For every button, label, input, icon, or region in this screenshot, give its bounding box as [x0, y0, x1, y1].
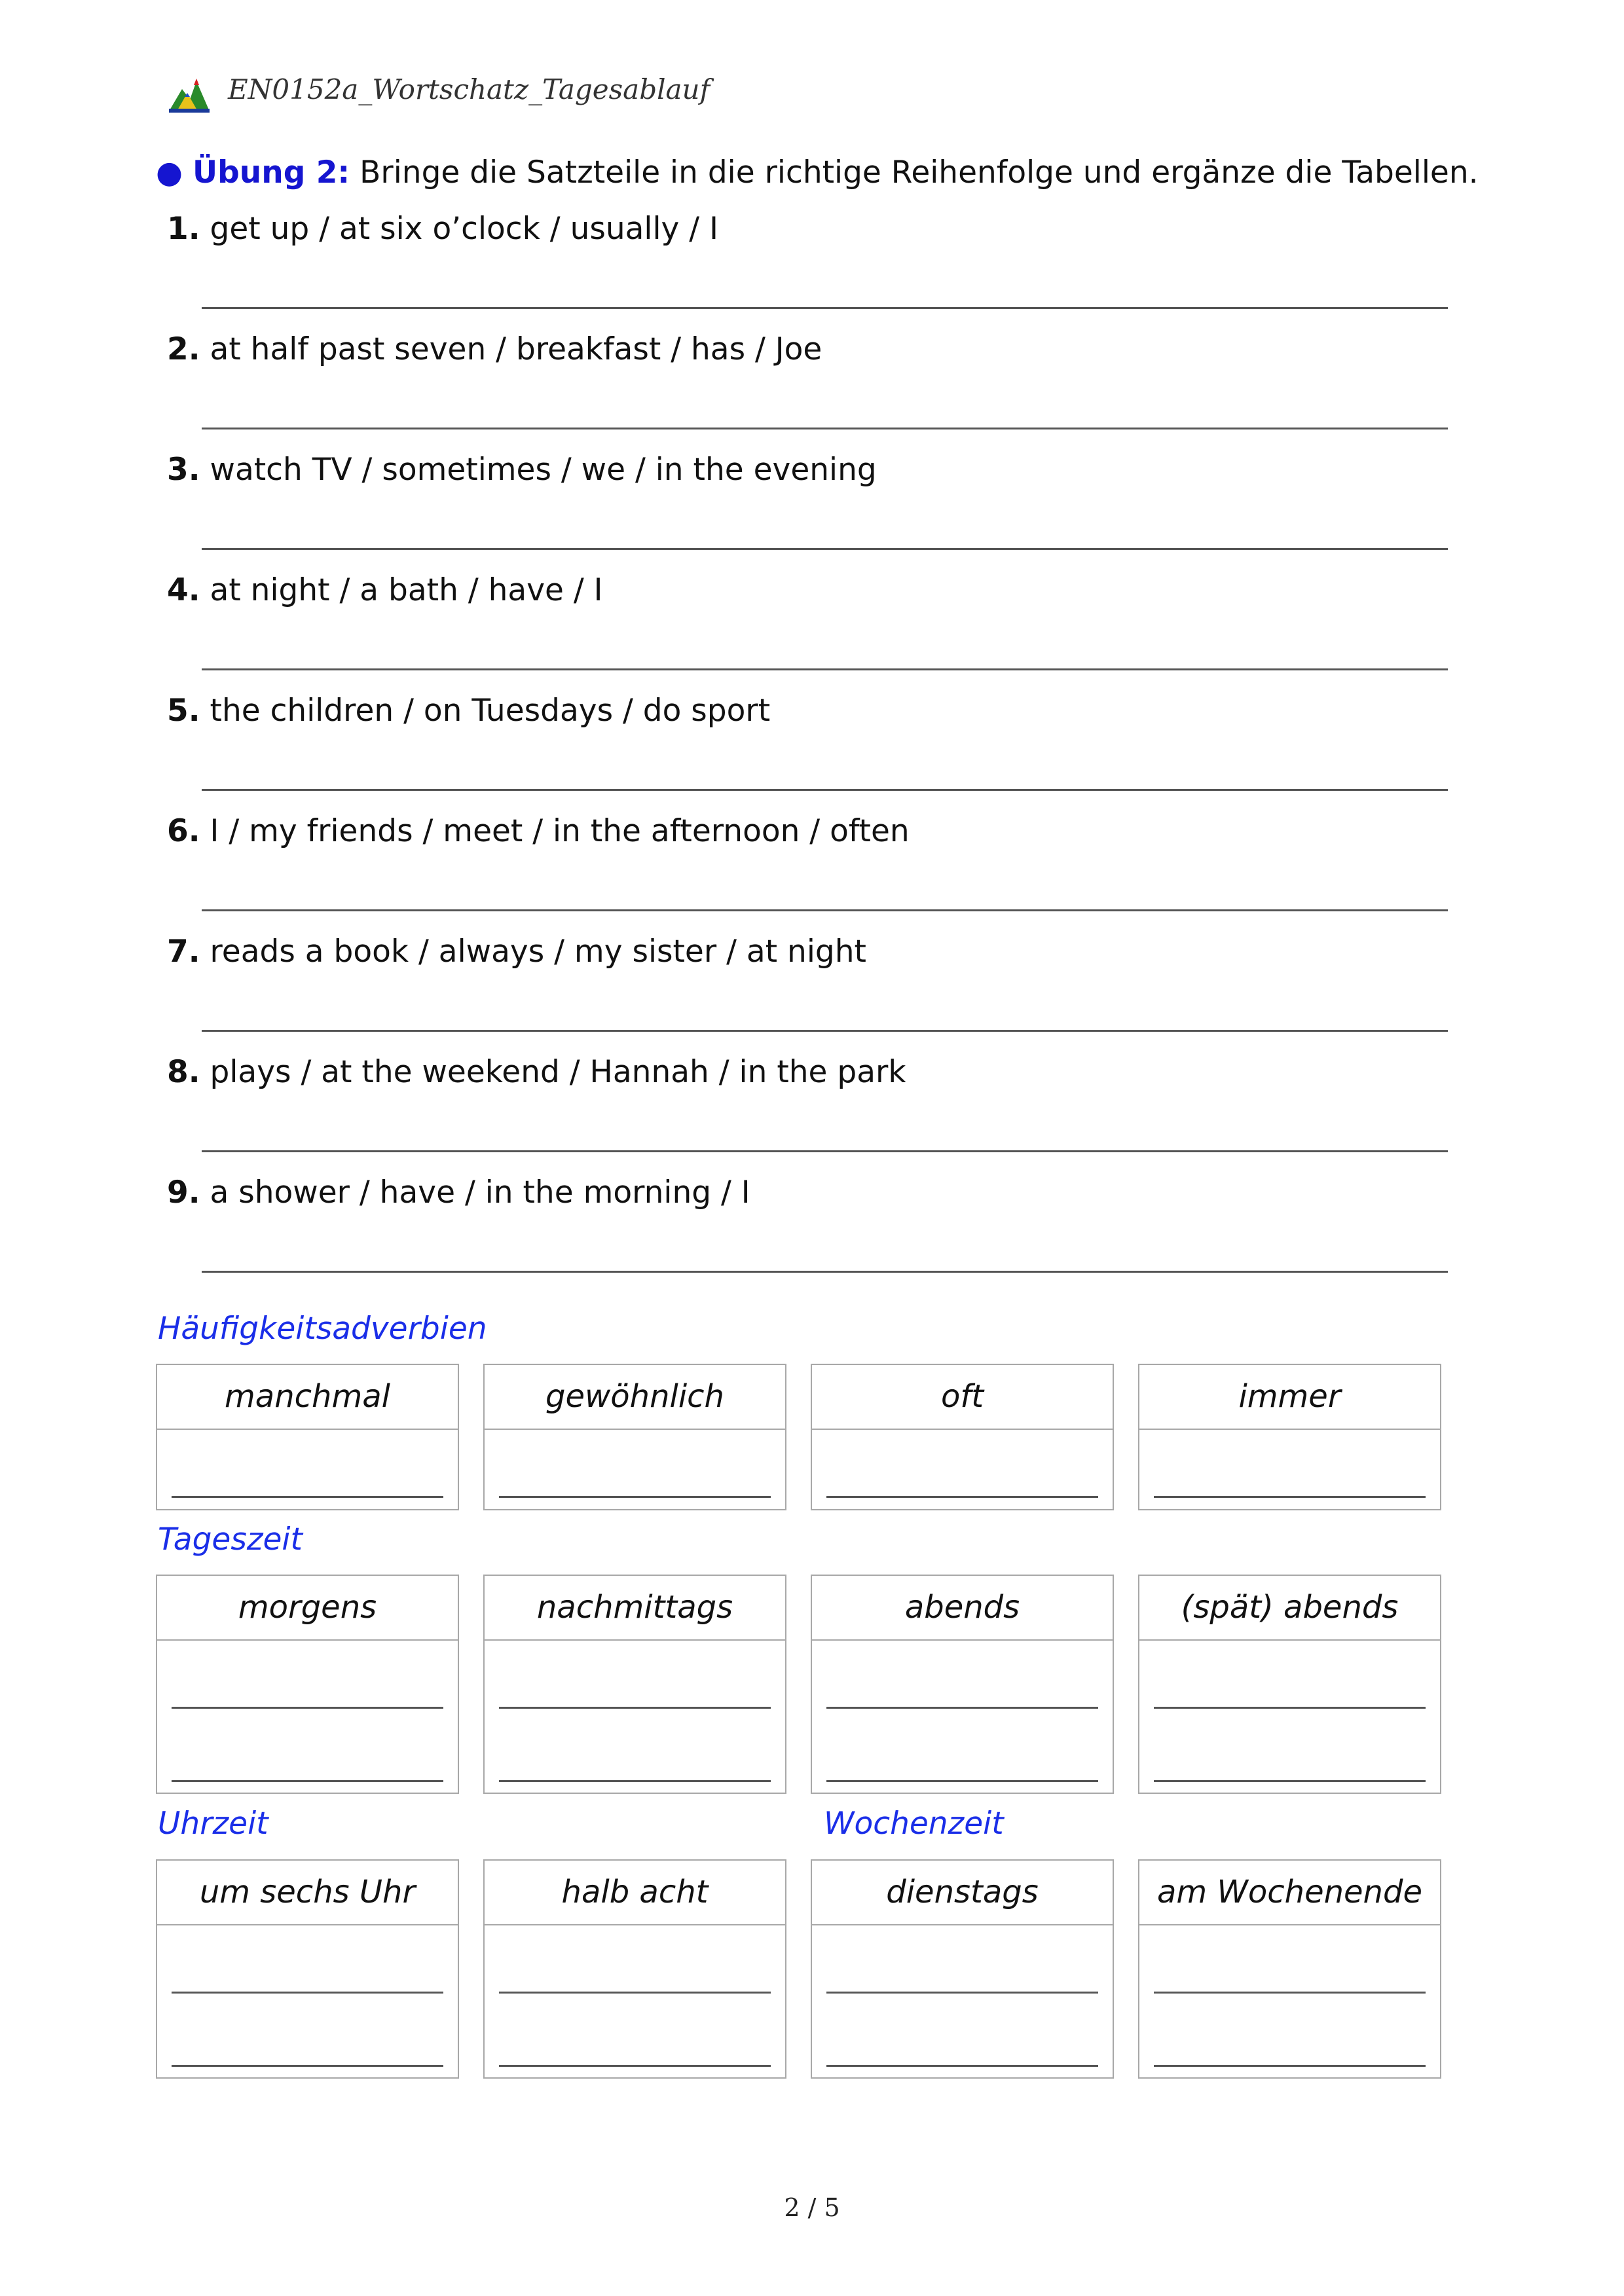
item-number: 1. — [167, 211, 200, 247]
item-text: I / my friends / meet / in the afternoon / often — [210, 813, 910, 849]
instruction-text: Bringe die Satzteile in die richtige Reihenfolge und ergänze die Tabellen. — [360, 155, 1479, 191]
item-number: 8. — [167, 1054, 200, 1090]
cell-heading: oft — [812, 1365, 1113, 1430]
item-text: the children / on Tuesdays / do sport — [210, 693, 771, 729]
cell-answer-line[interactable] — [1154, 1780, 1426, 1782]
cell-heading: nachmittags — [485, 1576, 785, 1641]
exercise-item-7 — [167, 934, 866, 970]
item-text: plays / at the weekend / Hannah / in the park — [210, 1054, 906, 1090]
answer-line-8[interactable] — [202, 1150, 1448, 1152]
cell-answer-line[interactable] — [172, 2065, 443, 2067]
cell-answer-line[interactable] — [826, 2065, 1098, 2067]
answer-line-9[interactable] — [202, 1271, 1448, 1273]
item-number: 9. — [167, 1175, 200, 1211]
cell-answer-line[interactable] — [826, 1707, 1098, 1709]
cell-answer-line[interactable] — [172, 1780, 443, 1782]
answer-line-1[interactable] — [202, 307, 1448, 309]
item-text: a shower / have / in the morning / I — [210, 1175, 750, 1211]
item-text: watch TV / sometimes / we / in the evening — [210, 452, 877, 488]
item-text: reads a book / always / my sister / at night — [210, 934, 866, 970]
table-cell-halb-acht — [483, 1859, 786, 2079]
cell-heading: gewöhnlich — [485, 1365, 785, 1430]
item-text: at half past seven / breakfast / has / Joe — [210, 331, 822, 367]
exercise-item-4 — [167, 572, 603, 608]
item-number: 3. — [167, 452, 200, 488]
cell-heading: morgens — [157, 1576, 458, 1641]
cell-heading: abends — [812, 1576, 1113, 1641]
item-number: 5. — [167, 693, 200, 729]
table-cell-abends — [811, 1575, 1114, 1794]
exercise-label: Übung 2: — [192, 155, 350, 191]
table-cell-spaet-abends — [1138, 1575, 1441, 1794]
cell-answer-line[interactable] — [172, 1707, 443, 1709]
cell-answer-line[interactable] — [172, 1496, 443, 1498]
cell-heading: immer — [1139, 1365, 1440, 1430]
cell-answer-line[interactable] — [499, 1496, 771, 1498]
item-number: 2. — [167, 331, 200, 367]
cell-heading: am Wochenende — [1139, 1861, 1440, 1925]
cell-heading: manchmal — [157, 1365, 458, 1430]
cell-answer-line[interactable] — [1154, 1707, 1426, 1709]
cell-answer-line[interactable] — [826, 1780, 1098, 1782]
page-number: 2 / 5 — [784, 2193, 840, 2222]
cell-heading: (spät) abends — [1139, 1576, 1440, 1641]
exercise-item-3 — [167, 452, 877, 488]
answer-line-7[interactable] — [202, 1030, 1448, 1032]
section-label-frequency: Häufigkeitsadverbien — [158, 1311, 487, 1347]
exercise-item-5 — [167, 693, 770, 729]
exercise-item-6 — [167, 813, 910, 849]
section-label-clock-time: Uhrzeit — [158, 1806, 268, 1842]
cell-answer-line[interactable] — [1154, 2065, 1426, 2067]
cell-answer-line[interactable] — [499, 2065, 771, 2067]
table-cell-oft — [811, 1364, 1114, 1510]
exercise-instruction — [156, 155, 1479, 191]
cell-heading: um sechs Uhr — [157, 1861, 458, 1925]
exercise-item-8 — [167, 1054, 906, 1090]
exercise-item-1 — [167, 211, 718, 247]
answer-line-4[interactable] — [202, 668, 1448, 670]
answer-line-5[interactable] — [202, 789, 1448, 791]
table-cell-nachmittags — [483, 1575, 786, 1794]
cell-answer-line[interactable] — [1154, 1496, 1426, 1498]
cell-heading: halb acht — [485, 1861, 785, 1925]
table-cell-morgens — [156, 1575, 459, 1794]
cell-heading: dienstags — [812, 1861, 1113, 1925]
cell-answer-line[interactable] — [499, 1707, 771, 1709]
item-number: 4. — [167, 572, 200, 608]
cell-answer-line[interactable] — [499, 1992, 771, 1994]
table-cell-immer — [1138, 1364, 1441, 1510]
table-cell-gewoehnlich — [483, 1364, 786, 1510]
section-label-week-time: Wochenzeit — [824, 1806, 1004, 1842]
cell-answer-line[interactable] — [826, 1496, 1098, 1498]
item-text: at night / a bath / have / I — [210, 572, 603, 608]
item-number: 6. — [167, 813, 200, 849]
cell-answer-line[interactable] — [1154, 1992, 1426, 1994]
table-cell-um-sechs-uhr — [156, 1859, 459, 2079]
answer-line-3[interactable] — [202, 548, 1448, 550]
item-text: get up / at six o’clock / usually / I — [210, 211, 718, 247]
table-cell-dienstags — [811, 1859, 1114, 2079]
cell-answer-line[interactable] — [172, 1992, 443, 1994]
item-number: 7. — [167, 934, 200, 970]
table-cell-am-wochenende — [1138, 1859, 1441, 2079]
section-label-time-of-day: Tageszeit — [158, 1522, 303, 1558]
exercise-item-9 — [167, 1175, 750, 1211]
mountain-logo-icon — [168, 75, 211, 114]
bullet-icon: ● — [156, 155, 183, 191]
answer-line-2[interactable] — [202, 428, 1448, 429]
cell-answer-line[interactable] — [499, 1780, 771, 1782]
cell-answer-line[interactable] — [826, 1992, 1098, 1994]
document-title: EN0152a_Wortschatz_Tagesablauf — [228, 73, 710, 105]
answer-line-6[interactable] — [202, 909, 1448, 911]
table-cell-manchmal — [156, 1364, 459, 1510]
exercise-item-2 — [167, 331, 822, 367]
